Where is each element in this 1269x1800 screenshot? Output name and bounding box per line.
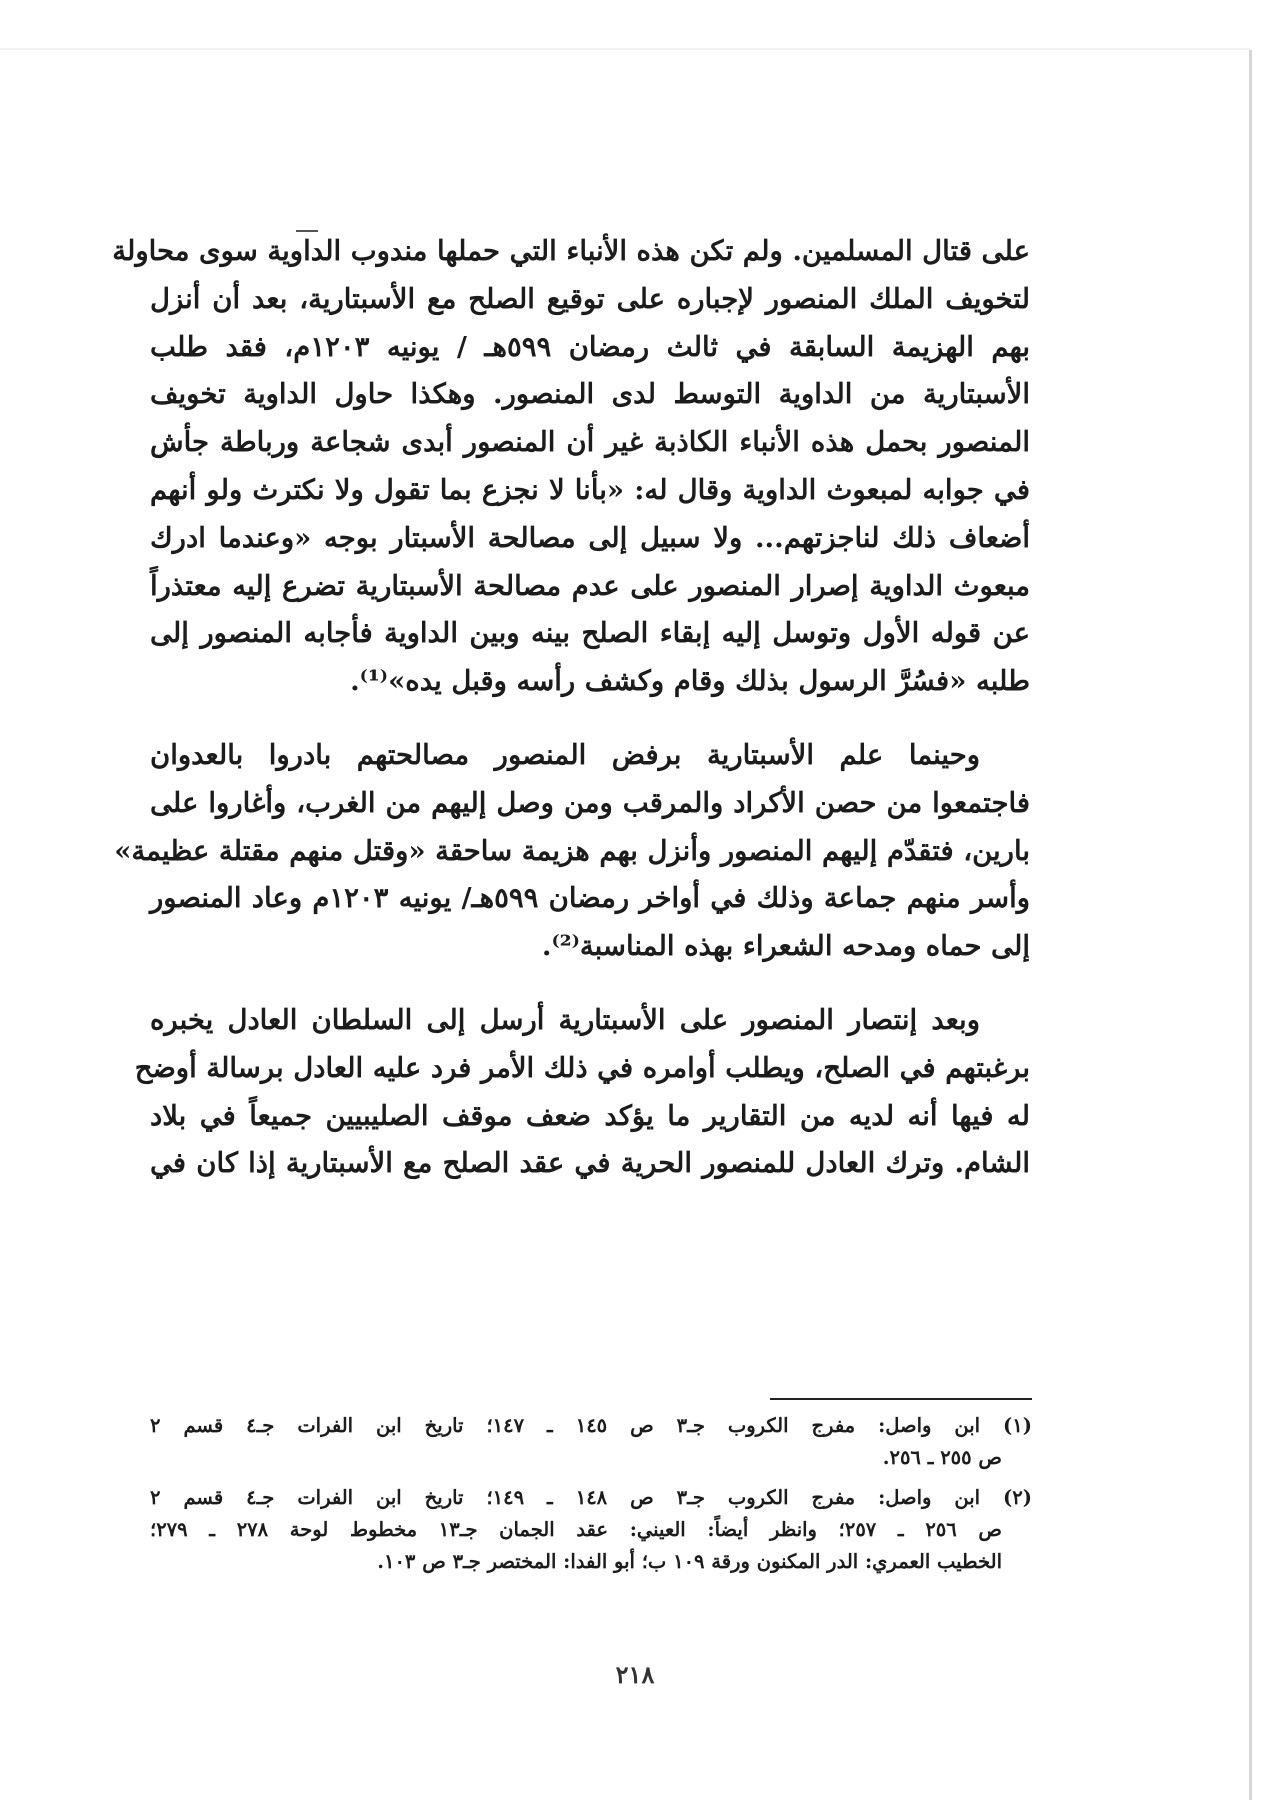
footnote-separator: [770, 1398, 1032, 1400]
footnotes: [150, 1410, 1032, 1586]
footnote-line: (١) ابن واصل: مفرج الكروب جـ٣ ص ١٤٥ ـ ١٤٧؛ تاريخ ابن الفرات جـ٤ قسم ٢: [150, 1414, 1033, 1437]
text-line: المنصور بحمل هذه الأنباء الكاذبة غير أن المنصور أبدى شجاعة ورباطة جأش: [150, 426, 1030, 459]
footnote-line: (٢) ابن واصل: مفرج الكروب جـ٣ ص ١٤٨ ـ ١٤٩؛ تاريخ ابن الفرات جـ٤ قسم ٢: [150, 1486, 1033, 1509]
text-line: مبعوث الداوية إصرار المنصور على عدم مصالحة الأسبتارية تضرع إليه معتذراً: [150, 569, 1030, 602]
paragraph-2: [114, 732, 1030, 971]
text-line: لتخويف الملك المنصور لإجباره على توقيع الصلح مع الأسبتارية، بعد أن أنزل: [150, 282, 1030, 315]
text-line: بارين، فتقدّم إليهم المنصور وأنزل بهم هزيمة ساحقة «وقتل منهم مقتلة عظيمة»: [114, 834, 1030, 867]
text-line: طلبه «فسُرَّ الرسول بذلك وقام وكشف رأسه وقبل يده»⁽¹⁾.: [350, 665, 1030, 698]
text-line: وحينما علم الأسبتارية برفض المنصور مصالحتهم بادروا بالعدوان: [150, 738, 980, 771]
text-line: بهم الهزيمة السابقة في ثالث رمضان ٥٩٩هـ / يونيه ١٢٠٣م، فقد طلب: [150, 330, 1030, 363]
text-line: وبعد إنتصار المنصور على الأسبتارية أرسل إلى السلطان العادل يخبره: [150, 1003, 980, 1036]
footnote-1: [150, 1410, 1032, 1474]
footnote-2: [150, 1482, 1032, 1578]
text-line: الأسبتارية من الداوية التوسط لدى المنصور. وهكذا حاول الداوية تخويف: [150, 378, 1030, 411]
text-line: وأسر منهم جماعة وذلك في أواخر رمضان ٥٩٩هـ/ يونيه ١٢٠٣م وعاد المنصور: [150, 882, 1030, 915]
footnote-line: الخطيب العمري: الدر المكنون ورقة ١٠٩ ب؛ أبو الفدا: المختصر جـ٣ ص ١٠٣.: [377, 1550, 1002, 1573]
page-number: ٢١٨: [615, 1660, 655, 1689]
text-line: أضعاف ذلك لناجزتهم... ولا سبيل إلى مصالحة الأسبتار بوجه «وعندما ادرك: [150, 521, 1030, 554]
page-edge-top: [0, 48, 1250, 50]
text-line: إلى حماه ومدحه الشعراء بهذه المناسبة⁽²⁾.: [541, 930, 1030, 963]
paragraph-3: [134, 997, 1030, 1188]
text-line: عن قوله الأول وتوسل إليه إبقاء الصلح بينه وبين الداوية فأجابه المنصور إلى: [150, 617, 1030, 650]
footnote-line: ص ٢٥٥ ـ ٢٥٦.: [882, 1446, 1002, 1469]
text-line: فاجتمعوا من حصن الأكراد والمرقب ومن وصل إليهم من الغرب، وأغاروا على: [150, 786, 1030, 819]
text-line: على قتال المسلمين. ولم تكن هذه الأنباء التي حملها مندوب الداوية سوى محاولة: [112, 235, 1030, 267]
text-line: له فيها أنه لديه من التقارير ما يؤكد ضعف موقف الصليبيين جميعاً في بلاد: [150, 1099, 1030, 1132]
text-line: الشام. وترك العادل للمنصور الحرية في عقد الصلح مع الأسبتارية إذا كان في: [150, 1147, 1030, 1180]
text-line: برغبتهم في الصلح، ويطلب أوامره في ذلك الأمر فرد عليه العادل برسالة أوضح: [134, 1051, 1030, 1084]
footnote-line: ص ٢٥٦ ـ ٢٥٧؛ وانظر أيضاً: العيني: عقد الجمان جـ١٣ مخطوط لوحة ٢٧٨ ـ ٢٧٩؛: [150, 1518, 1002, 1541]
page-edge-right: [1249, 50, 1252, 1800]
text-line: في جوابه لمبعوث الداوية وقال له: «بأنا لا نجزع بما تقول ولا نكترث ولو أنهم: [150, 473, 1030, 506]
paragraph-1: [112, 228, 1030, 706]
body-text: [112, 228, 1030, 1188]
